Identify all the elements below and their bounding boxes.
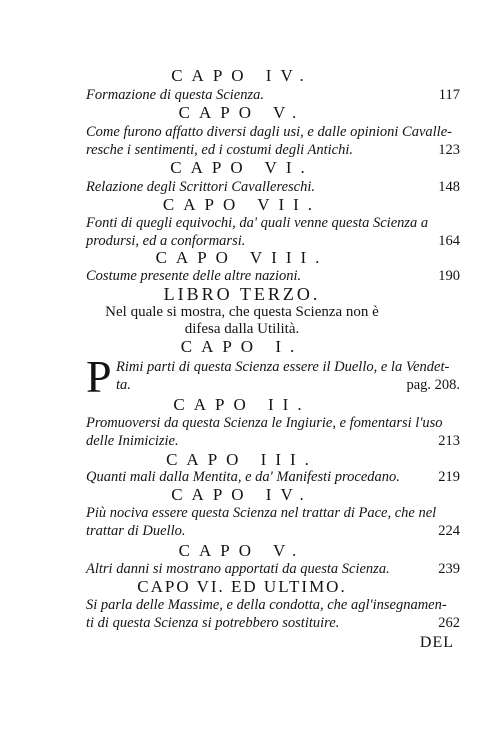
page-number: 148 <box>438 179 460 195</box>
book-subtitle: Nel quale si mostra, che questa Scienza non è <box>105 304 379 320</box>
chapter-heading: CAPO IV. <box>171 66 313 85</box>
page-number: pag. 208. <box>406 377 460 393</box>
chapter-heading: CAPO VIII. <box>155 248 329 267</box>
page-number: 190 <box>438 268 460 284</box>
page-number: 219 <box>438 469 460 485</box>
page-number: 117 <box>438 87 460 103</box>
page-number: 123 <box>438 142 460 158</box>
chapter-heading: CAPO V. <box>178 103 306 122</box>
chapter-title: Rimi parti di questa Scienza essere il Duello, e la Vendet- <box>116 359 450 375</box>
chapter-title: resche i sentimenti, ed i costumi degli Antichi. <box>86 142 353 158</box>
page-number: 224 <box>438 523 460 539</box>
page-number: 213 <box>438 433 460 449</box>
chapter-title: Relazione degli Scrittori Cavallereschi. <box>86 179 316 195</box>
chapter-title: prodursi, ed a conformarsi. <box>86 233 246 249</box>
chapter-title: Fonti di quegli equivochi, da' quali venne questa Scienza a <box>86 215 429 231</box>
page-number: 262 <box>438 615 460 631</box>
chapter-title: Altri danni si mostrano apportati da questa Scienza. <box>86 561 390 577</box>
chapter-title: Formazione di questa Scienza. <box>86 87 265 103</box>
page-number: 239 <box>438 561 460 577</box>
chapter-heading: CAPO VI. ED ULTIMO. <box>137 577 347 596</box>
catchword: DEL <box>419 634 454 651</box>
drop-cap: P <box>86 351 112 402</box>
book-heading: LIBRO TERZO. <box>163 284 321 304</box>
page-number: 164 <box>438 233 460 249</box>
chapter-title: Più nociva essere questa Scienza nel trattar di Pace, che nel <box>86 505 437 521</box>
chapter-title: Promuoversi da questa Scienza le Ingiurie, e fomentarsi l'uso <box>86 415 443 431</box>
chapter-title: ti di questa Scienza si potrebbero sostituire. <box>86 615 340 631</box>
chapter-title: delle Inimicizie. <box>86 433 179 449</box>
chapter-heading: CAPO V. <box>178 541 306 560</box>
chapter-heading: CAPO IV. <box>171 485 313 504</box>
chapter-heading: CAPO VI. <box>170 158 314 177</box>
book-subtitle: difesa dalla Utilità. <box>184 321 300 337</box>
chapter-heading: CAPO VII. <box>162 195 322 214</box>
chapter-heading: CAPO I. <box>180 337 304 356</box>
chapter-heading: CAPO II. <box>173 395 311 414</box>
chapter-heading: CAPO III. <box>166 450 318 469</box>
chapter-title: ta. <box>116 377 131 393</box>
chapter-title: Quanti mali dalla Mentita, e da' Manifesti procedano. <box>86 469 400 485</box>
chapter-title: Costume presente delle altre nazioni. <box>86 268 302 284</box>
chapter-title: Come furono affatto diversi dagli usi, e dalle opinioni Cavalle- <box>86 124 452 140</box>
chapter-title: Si parla delle Massime, e della condotta, che agl'insegnamen- <box>86 597 447 613</box>
chapter-title: trattar di Duello. <box>86 523 186 539</box>
